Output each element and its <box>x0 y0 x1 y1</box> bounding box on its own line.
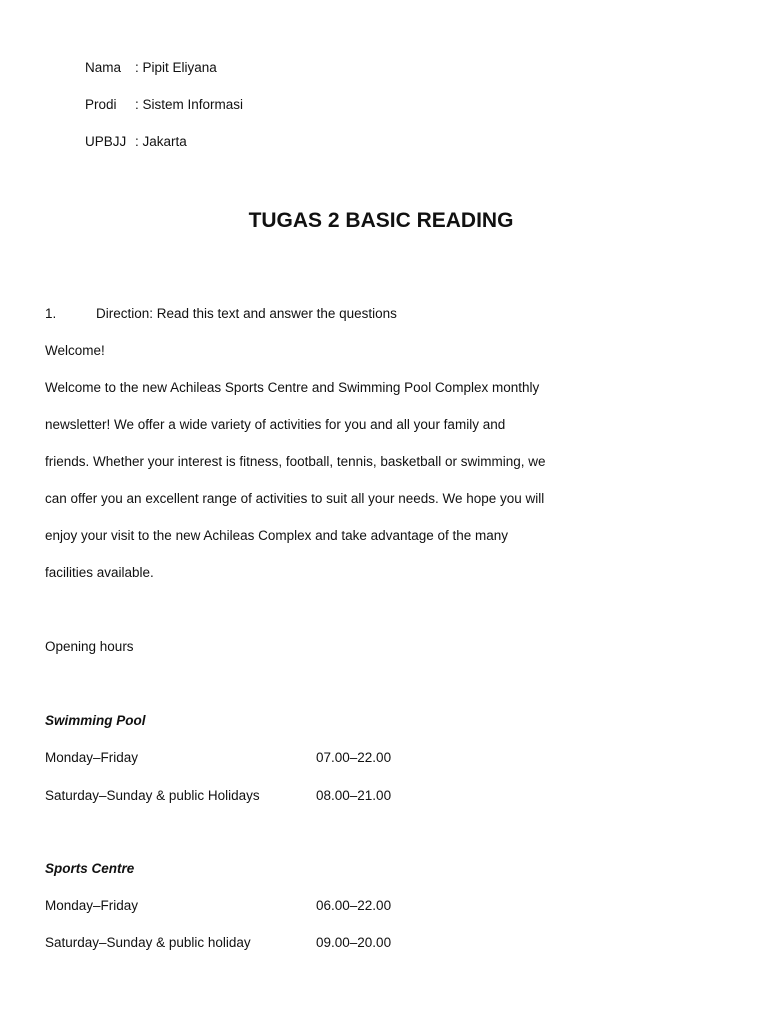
paragraph-line: facilities available. <box>45 565 154 580</box>
upbjj-label: UPBJJ <box>85 134 127 149</box>
paragraph-line: friends. Whether your interest is fitness, football, tennis, basketball or swimming, we <box>45 454 546 469</box>
paragraph-line: enjoy your visit to the new Achileas Complex and take advantage of the many <box>45 528 509 543</box>
name-value: : Pipit Eliyana <box>135 60 217 75</box>
paragraph-line: can offer you an excellent range of activities to suit all your needs. We hope you will <box>45 491 545 506</box>
paragraph-line: Welcome to the new Achileas Sports Centre and Swimming Pool Complex monthly <box>45 380 540 395</box>
greeting: Welcome! <box>45 343 105 358</box>
sports-centre-title: Sports Centre <box>45 861 135 876</box>
page-title: TUGAS 2 BASIC READING <box>248 209 514 232</box>
hours-time: 06.00–22.00 <box>316 898 392 913</box>
hours-time: 09.00–20.00 <box>316 935 392 950</box>
hours-days: Saturday–Sunday & public holiday <box>45 935 251 950</box>
opening-hours-heading: Opening hours <box>45 639 134 654</box>
upbjj-value: : Jakarta <box>135 134 187 149</box>
name-label: Nama <box>85 60 122 75</box>
hours-days: Saturday–Sunday & public Holidays <box>45 788 260 803</box>
question-number: 1. <box>45 306 57 321</box>
hours-time: 08.00–21.00 <box>316 788 392 803</box>
question-direction: Direction: Read this text and answer the questions <box>96 306 397 321</box>
prodi-label: Prodi <box>85 97 117 112</box>
prodi-value: : Sistem Informasi <box>135 97 244 112</box>
paragraph-line: newsletter! We offer a wide variety of activities for you and all your family and <box>45 417 506 432</box>
hours-days: Monday–Friday <box>45 750 139 765</box>
hours-time: 07.00–22.00 <box>316 750 392 765</box>
swimming-pool-title: Swimming Pool <box>45 713 146 728</box>
hours-days: Monday–Friday <box>45 898 139 913</box>
